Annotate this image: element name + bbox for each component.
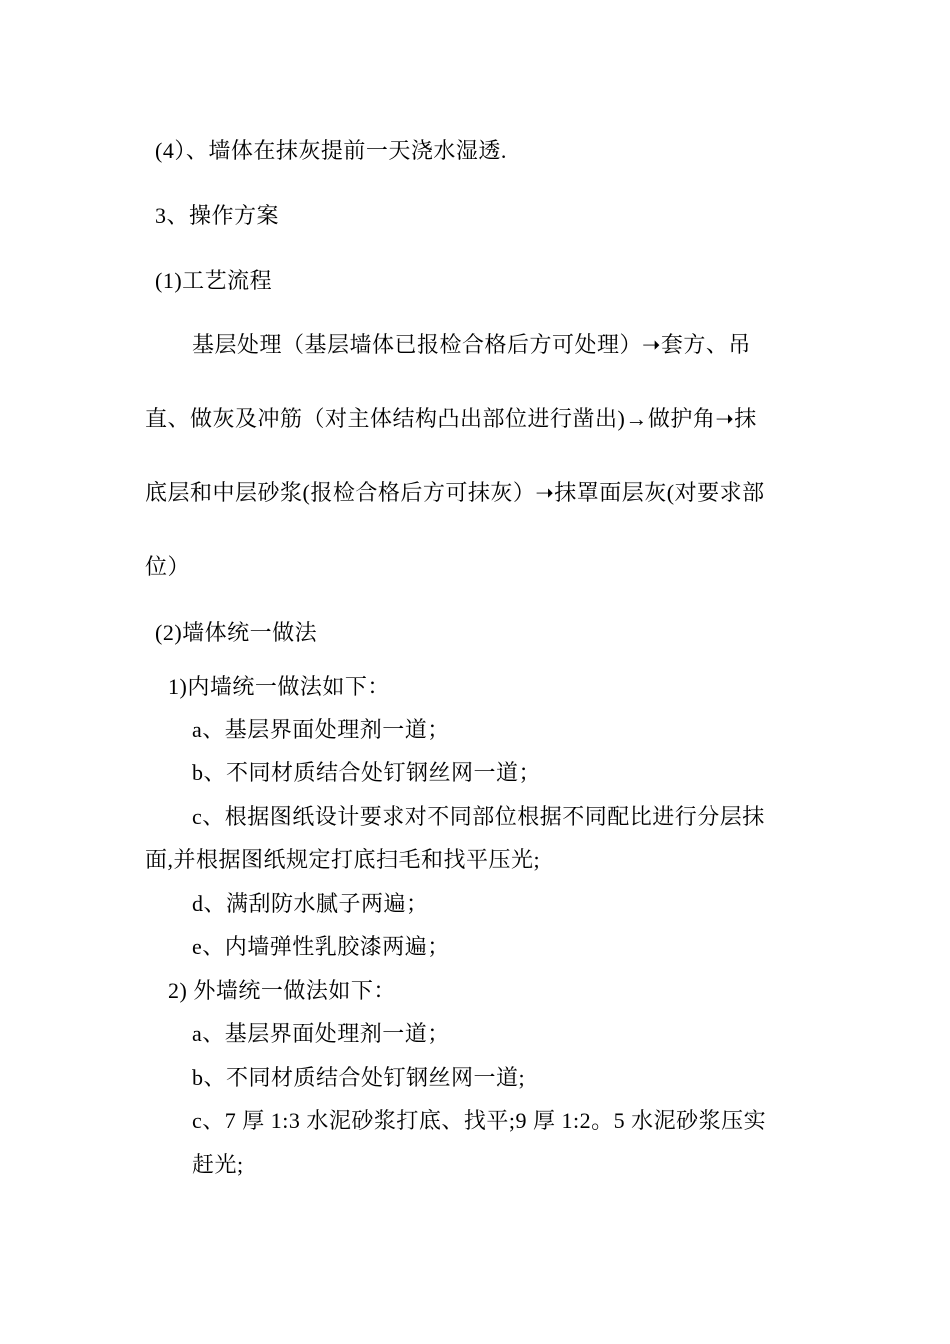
section-heading-operation-plan: 3、操作方案: [155, 203, 280, 228]
text-line-process-1: 基层处理（基层墙体已报检合格后方可处理）➝套方、吊: [192, 332, 751, 357]
list-item-interior-d: d、满刮防水腻子两遍；: [192, 891, 429, 916]
text-line-process-4: 位）: [145, 554, 191, 579]
text-line-process-2: 直、做灰及冲筋（对主体结构凸出部位进行凿出)→做护角➝抹: [145, 406, 757, 431]
list-item-exterior-b: b、不同材质结合处钉钢丝网一道;: [192, 1065, 526, 1090]
list-heading-interior-wall: 1)内墙统一做法如下：: [168, 674, 390, 699]
list-item-exterior-c-line2: 赶光;: [192, 1152, 244, 1177]
text-line-wall-wetting: (4）、墙体在抹灰提前一天浇水湿透.: [155, 138, 507, 163]
list-item-interior-a: a、基层界面处理剂一道；: [192, 717, 450, 742]
list-item-interior-e: e、内墙弹性乳胶漆两遍；: [192, 934, 450, 959]
subsection-heading-process-flow: (1)工艺流程: [155, 268, 273, 293]
list-item-interior-b: b、不同材质结合处钉钢丝网一道；: [192, 760, 542, 785]
list-item-interior-c-line1: c、根据图纸设计要求对不同部位根据不同配比进行分层抹: [192, 804, 765, 829]
list-item-interior-c-line2: 面,并根据图纸规定打底扫毛和找平压光;: [145, 847, 541, 872]
list-heading-exterior-wall: 2) 外墙统一做法如下：: [168, 978, 396, 1003]
list-item-exterior-c-line1: c、7 厚 1:3 水泥砂浆打底、找平;9 厚 1:2。5 水泥砂浆压实: [192, 1108, 767, 1133]
subsection-heading-wall-method: (2)墙体统一做法: [155, 620, 318, 645]
list-item-exterior-a: a、基层界面处理剂一道；: [192, 1021, 450, 1046]
text-line-process-3: 底层和中层砂浆(报检合格后方可抹灰）➝抹罩面层灰(对要求部: [145, 480, 765, 505]
